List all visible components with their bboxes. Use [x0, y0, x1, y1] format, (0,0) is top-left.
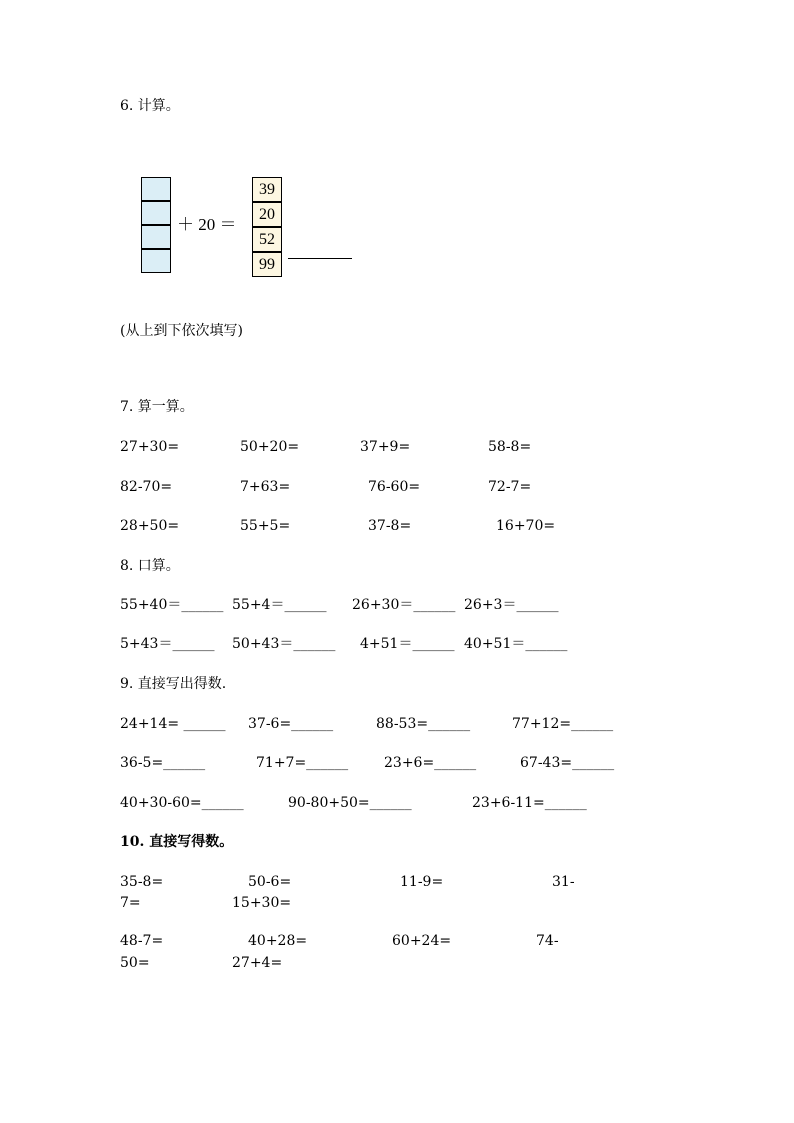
p7-item: 76-60= [368, 479, 421, 495]
problem-6-title: 6. 计算。 [120, 98, 180, 114]
answer-box-4[interactable] [141, 249, 171, 273]
answer-underline[interactable] [288, 258, 352, 259]
p7-item: 72-7= [488, 479, 532, 495]
problem-8-title: 8. 口算。 [120, 558, 180, 574]
problem-10-title: 10. 直接写得数。 [120, 834, 234, 850]
p10-item: 15+30= [232, 895, 292, 911]
p10-item: 60+24= [392, 933, 452, 949]
p7-item: 82-70= [120, 479, 173, 495]
p10-item: 7= [120, 895, 141, 911]
p9-item: 77+12=______ [512, 716, 614, 732]
equation-operator: ＋ 20 ＝ [177, 215, 237, 234]
p10-item: 48-7= [120, 933, 164, 949]
p10-item: 31- [552, 874, 575, 890]
answer-box-3[interactable] [141, 225, 171, 249]
p9-item: 37-6=______ [248, 716, 334, 732]
p10-item: 50-6= [248, 874, 292, 890]
p8-item: 50+43＝______ [232, 636, 336, 652]
p10-item: 27+4= [232, 955, 283, 971]
number-box-2: 20 [252, 202, 282, 227]
p9-item: 88-53=______ [376, 716, 471, 732]
p7-item: 7+63= [240, 479, 291, 495]
p7-item: 27+30= [120, 439, 180, 455]
p7-item: 37-8= [368, 518, 412, 534]
p10-item: 40+28= [248, 933, 308, 949]
p10-item: 50= [120, 955, 150, 971]
number-box-1: 39 [252, 177, 282, 202]
p10-item: 74- [536, 933, 559, 949]
number-box-4: 99 [252, 252, 282, 277]
p8-item: 26+3＝______ [464, 597, 559, 613]
problem-9-title: 9. 直接写出得数. [120, 676, 227, 692]
p9-item: 23+6=______ [384, 755, 477, 771]
p9-item: 23+6-11=______ [472, 795, 587, 811]
p7-item: 16+70= [496, 518, 556, 534]
p7-item: 28+50= [120, 518, 180, 534]
p7-item: 37+9= [360, 439, 411, 455]
p8-item: 4+51＝______ [360, 636, 455, 652]
answer-box-2[interactable] [141, 201, 171, 225]
p7-item: 50+20= [240, 439, 300, 455]
number-box-3: 52 [252, 227, 282, 252]
answer-box-1[interactable] [141, 177, 171, 201]
p8-item: 40+51＝______ [464, 636, 568, 652]
p9-item: 90-80+50=______ [288, 795, 412, 811]
p8-item: 5+43＝______ [120, 636, 215, 652]
p9-item: 40+30-60=______ [120, 795, 244, 811]
p7-item: 55+5= [240, 518, 291, 534]
p10-item: 35-8= [120, 874, 164, 890]
p9-item: 24+14= ______ [120, 716, 226, 732]
p10-item: 11-9= [400, 874, 444, 890]
p8-item: 55+40＝______ [120, 597, 224, 613]
p9-item: 67-43=______ [520, 755, 615, 771]
p8-item: 26+30＝______ [352, 597, 456, 613]
fill-order-note: (从上到下依次填写) [120, 323, 243, 339]
p7-item: 58-8= [488, 439, 532, 455]
p8-item: 55+4＝______ [232, 597, 327, 613]
p9-item: 71+7=______ [256, 755, 349, 771]
problem-7-title: 7. 算一算。 [120, 399, 194, 415]
p9-item: 36-5=______ [120, 755, 206, 771]
